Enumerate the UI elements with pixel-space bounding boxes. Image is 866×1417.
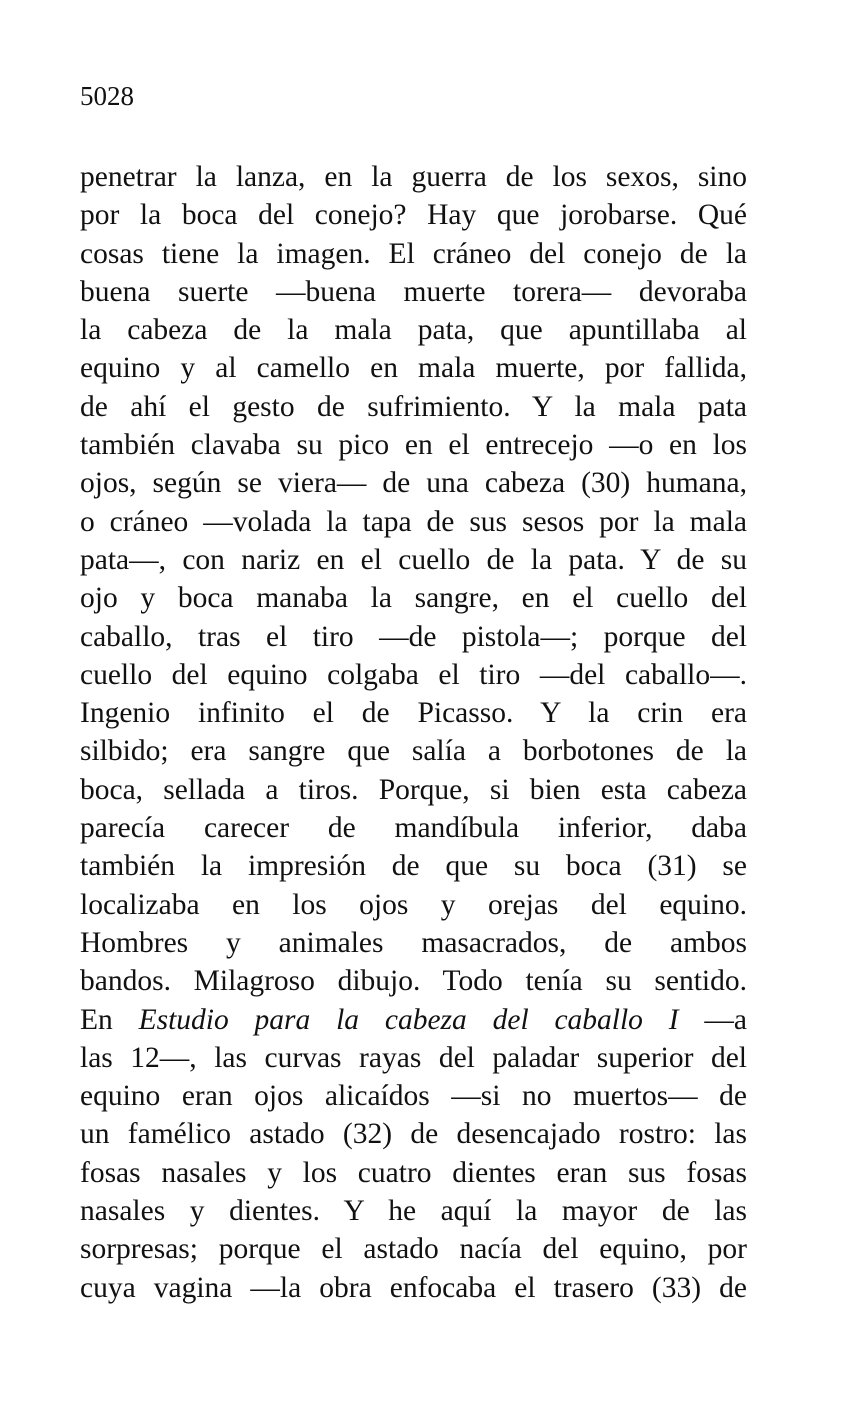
text-segment: ojo y boca manaba la sangre, en el cuello del <box>80 582 747 615</box>
artwork-title: Estudio para la cabeza del caballo I <box>138 1003 679 1036</box>
text-segment: ojos, según se viera— de una cabeza (30) humana, <box>80 467 747 500</box>
text-segment: Hombres y animales masacrados, de ambos <box>80 926 747 959</box>
text-line <box>80 1230 747 1268</box>
text-line <box>80 388 747 426</box>
text-line <box>80 1039 747 1077</box>
text-segment: cuya vagina —la obra enfocaba el trasero (33) de <box>80 1271 747 1304</box>
text-segment: penetrar la lanza, en la guerra de los sexos, sino <box>80 161 747 193</box>
text-segment: o cráneo —volada la tapa de sus sesos por la mala <box>80 505 747 538</box>
text-line <box>80 1154 747 1192</box>
text-line <box>80 426 747 464</box>
text-line <box>80 311 747 349</box>
text-line <box>80 732 747 770</box>
text-segment: cosas tiene la imagen. El cráneo del conejo de la <box>80 237 747 270</box>
text-segment: de ahí el gesto de sufrimiento. Y la mala pata <box>80 390 747 423</box>
text-segment: también clavaba su pico en el entrecejo —o en los <box>80 429 747 462</box>
text-segment: fosas nasales y los cuatro dientes eran sus fosas <box>80 1156 747 1189</box>
text-line <box>80 694 747 732</box>
text-segment: sorpresas; porque el astado nacía del equino, por <box>80 1233 747 1266</box>
text-segment: equino y al camello en mala muerte, por fallida, <box>80 352 747 385</box>
text-segment: por la boca del conejo? Hay que jorobarse. Qué <box>80 199 747 232</box>
text-segment: un famélico astado (32) de desencajado rostro: las <box>80 1118 747 1151</box>
text-line <box>80 886 747 924</box>
text-line <box>80 809 747 847</box>
text-line <box>80 924 747 962</box>
text-line <box>80 579 747 617</box>
text-segment: —a <box>678 1003 747 1036</box>
text-line <box>80 1115 747 1153</box>
text-line <box>80 1192 747 1230</box>
body-text <box>80 158 747 1307</box>
text-line <box>80 962 747 1000</box>
text-line <box>80 656 747 694</box>
text-line <box>80 464 747 502</box>
text-segment: equino eran ojos alicaídos —si no muertos— de <box>80 1080 747 1113</box>
text-line <box>80 1077 747 1115</box>
text-segment: la cabeza de la mala pata, que apuntillaba al <box>80 314 747 347</box>
text-line <box>80 1269 747 1307</box>
text-segment: silbido; era sangre que salía a borbotones de la <box>80 735 747 768</box>
text-line <box>80 273 747 311</box>
text-segment: bandos. Milagroso dibujo. Todo tenía su sentido. <box>80 965 747 998</box>
text-line <box>80 847 747 885</box>
text-segment: Ingenio infinito el de Picasso. Y la crin era <box>80 697 747 730</box>
text-segment: buena suerte —buena muerte torera— devoraba <box>80 275 747 308</box>
text-segment: las 12—, las curvas rayas del paladar superior del <box>80 1041 747 1074</box>
text-segment: pata—, con nariz en el cuello de la pata. Y de su <box>80 543 747 576</box>
text-line <box>80 771 747 809</box>
text-line <box>80 349 747 387</box>
text-line <box>80 196 747 234</box>
text-line <box>80 235 747 273</box>
text-segment: también la impresión de que su boca (31) se <box>80 850 747 883</box>
text-line <box>80 1001 747 1039</box>
text-line <box>80 503 747 541</box>
text-segment: En <box>80 1003 139 1036</box>
text-segment: nasales y dientes. Y he aquí la mayor de las <box>80 1195 747 1228</box>
text-segment: parecía carecer de mandíbula inferior, daba <box>80 812 747 845</box>
text-line <box>80 158 747 196</box>
text-segment: caballo, tras el tiro —de pistola—; porque del <box>80 620 747 653</box>
text-line <box>80 618 747 656</box>
text-segment: localizaba en los ojos y orejas del equino. <box>80 888 747 921</box>
text-segment: boca, sellada a tiros. Porque, si bien esta cabeza <box>80 773 747 806</box>
text-line <box>80 541 747 579</box>
text-segment: cuello del equino colgaba el tiro —del caballo—. <box>80 658 747 691</box>
page-number: 5028 <box>80 81 134 111</box>
